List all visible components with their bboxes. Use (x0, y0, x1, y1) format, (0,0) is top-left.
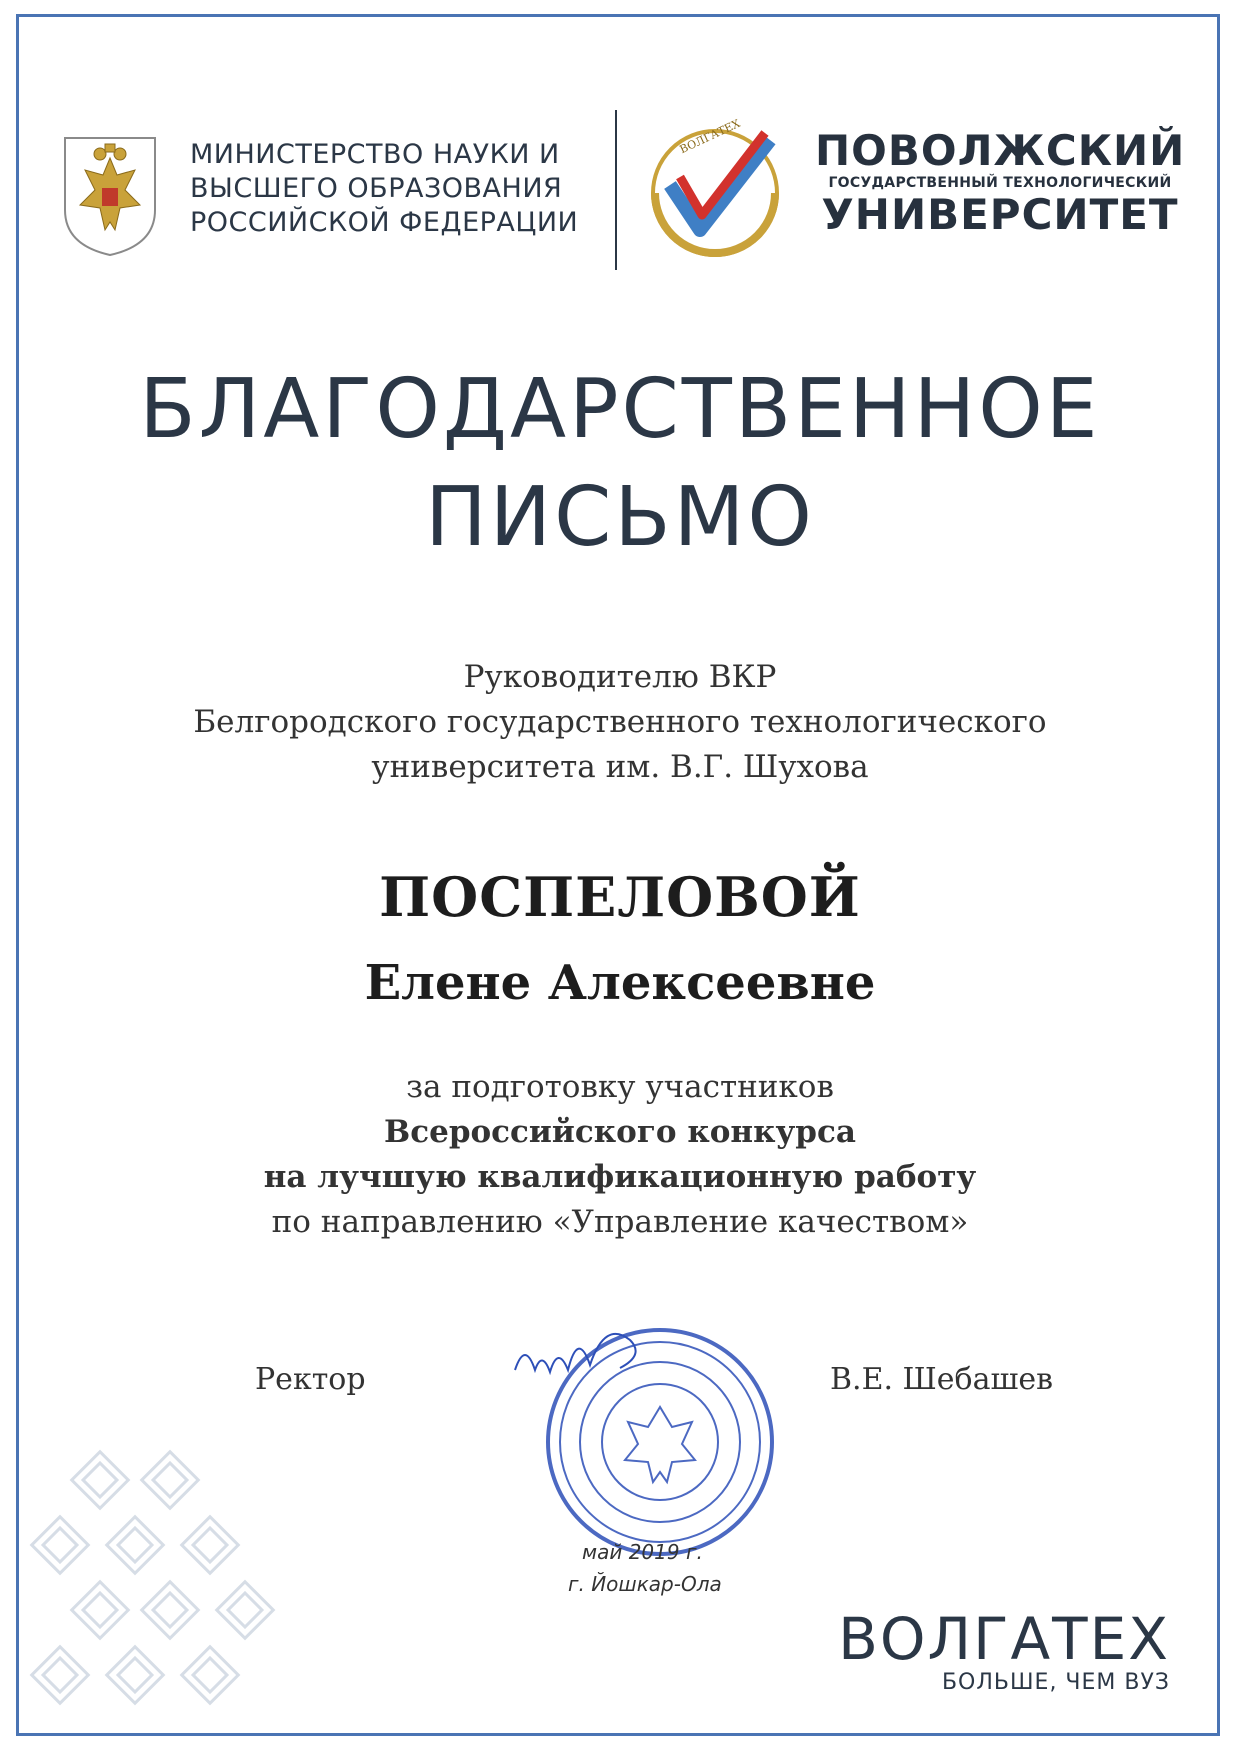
document-title-line-1: БЛАГОДАРСТВЕННОЕ (139, 362, 1101, 457)
ornament-pattern (20, 1430, 310, 1730)
signatory-name: В.Е. Шебашев (830, 1362, 1054, 1397)
ministry-line-3: РОССИЙСКОЙ ФЕДЕРАЦИИ (190, 207, 579, 238)
ministry-line-2: ВЫСШЕГО ОБРАЗОВАНИЯ (190, 173, 563, 204)
recipient-description (0, 655, 1240, 790)
ministry-line-1: МИНИСТЕРСТВО НАУКИ И (190, 139, 560, 170)
recipient-line-3: университета им. В.Г. Шухова (371, 749, 869, 785)
university-logo (640, 115, 790, 265)
issue-date: май 2019 г. (582, 1540, 703, 1564)
coat-of-arms-icon (55, 130, 165, 260)
reason-line-3: на лучшую квалификационную работу (263, 1159, 977, 1195)
header-divider (615, 110, 617, 270)
brand-slogan: БОЛЬШЕ, ЧЕМ ВУЗ (941, 1670, 1170, 1695)
ministry-name (190, 138, 578, 240)
recipient-line-1: Руководителю ВКР (463, 659, 777, 695)
header (55, 110, 1185, 280)
award-reason (0, 1065, 1240, 1245)
recipient-line-2: Белгородского государственного технологического (193, 704, 1047, 740)
university-name (815, 128, 1185, 238)
brand-word: ВОЛГАТЕХ (838, 1605, 1170, 1673)
brand-block (838, 1605, 1170, 1695)
recipient-name: Елене Алексеевне (364, 955, 876, 1011)
logo-text: ВОЛГАТЕХ (677, 116, 743, 157)
university-name-line-2: ГОСУДАРСТВЕННЫЙ ТЕХНОЛОГИЧЕСКИЙ (828, 175, 1172, 191)
document-title-line-2: ПИСЬМО (425, 470, 815, 565)
issue-city: г. Йошкар-Ола (568, 1572, 722, 1596)
reason-line-4: по направлению «Управление качеством» (271, 1204, 969, 1240)
reason-line-1: за подготовку участников (406, 1069, 834, 1105)
signatory-position: Ректор (255, 1362, 366, 1397)
reason-line-2: Всероссийского конкурса (384, 1114, 856, 1150)
recipient-surname: ПОСПЕЛОВОЙ (379, 865, 861, 929)
university-name-line-1: ПОВОЛЖСКИЙ (815, 126, 1186, 175)
university-name-line-3: УНИВЕРСИТЕТ (821, 190, 1179, 239)
handwritten-signature (510, 1310, 670, 1400)
